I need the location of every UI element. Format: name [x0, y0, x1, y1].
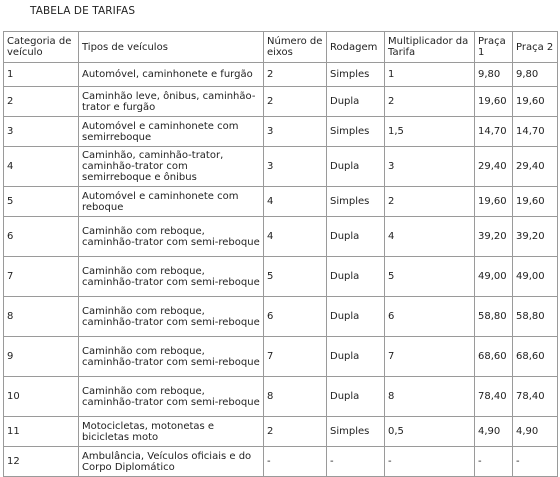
cell-plaza-2: 19,60: [513, 87, 558, 117]
cell-vehicle-types: Automóvel e caminhonete com reboque: [79, 187, 264, 217]
table-row: [4, 337, 558, 377]
cell-wheel-type: Dupla: [327, 297, 385, 337]
cell-plaza-1: 29,40: [475, 147, 513, 187]
cell-wheel-type: Simples: [327, 187, 385, 217]
cell-plaza-2: 68,60: [513, 337, 558, 377]
cell-tariff-multiplier: 1: [385, 63, 475, 87]
cell-category: 5: [4, 187, 79, 217]
cell-category: 8: [4, 297, 79, 337]
cell-category: 4: [4, 147, 79, 187]
table-header-row: [4, 32, 558, 63]
cell-vehicle-types: Caminhão, caminhão-trator, caminhão-trator com semirreboque e ônibus: [79, 147, 264, 187]
cell-tariff-multiplier: 7: [385, 337, 475, 377]
cell-wheel-type: Dupla: [327, 337, 385, 377]
cell-tariff-multiplier: 3: [385, 147, 475, 187]
cell-vehicle-types: Automóvel, caminhonete e furgão: [79, 63, 264, 87]
cell-tariff-multiplier: 6: [385, 297, 475, 337]
cell-plaza-1: 19,60: [475, 87, 513, 117]
cell-plaza-2: 19,60: [513, 187, 558, 217]
cell-vehicle-types: Caminhão com reboque, caminhão-trator com semi-reboque: [79, 217, 264, 257]
cell-category: 11: [4, 417, 79, 447]
cell-wheel-type: Simples: [327, 117, 385, 147]
cell-category: 10: [4, 377, 79, 417]
cell-category: 3: [4, 117, 79, 147]
cell-tariff-multiplier: 2: [385, 187, 475, 217]
cell-tariff-multiplier: 4: [385, 217, 475, 257]
cell-tariff-multiplier: 8: [385, 377, 475, 417]
cell-plaza-1: 58,80: [475, 297, 513, 337]
cell-plaza-1: 68,60: [475, 337, 513, 377]
cell-plaza-1: 9,80: [475, 63, 513, 87]
table-row: [4, 447, 558, 477]
cell-vehicle-types: Caminhão com reboque, caminhão-trator com semi-reboque: [79, 337, 264, 377]
table-row: [4, 117, 558, 147]
tariff-table: [3, 31, 558, 477]
header-category: Categoria de veículo: [4, 32, 79, 63]
cell-wheel-type: Dupla: [327, 147, 385, 187]
header-plaza-2: Praça 2: [513, 32, 558, 63]
cell-wheel-type: Simples: [327, 63, 385, 87]
cell-tariff-multiplier: 5: [385, 257, 475, 297]
cell-vehicle-types: Caminhão com reboque, caminhão-trator com semi-reboque: [79, 257, 264, 297]
cell-plaza-2: 39,20: [513, 217, 558, 257]
cell-category: 1: [4, 63, 79, 87]
cell-plaza-2: 58,80: [513, 297, 558, 337]
cell-plaza-1: 19,60: [475, 187, 513, 217]
cell-plaza-2: 14,70: [513, 117, 558, 147]
document-title: TABELA DE TARIFAS: [30, 5, 136, 17]
cell-vehicle-types: Automóvel e caminhonete com semirreboque: [79, 117, 264, 147]
cell-axle-count: -: [264, 447, 327, 477]
table-row: [4, 87, 558, 117]
header-tariff-multiplier: Multiplicador da Tarifa: [385, 32, 475, 63]
cell-plaza-1: 4,90: [475, 417, 513, 447]
cell-axle-count: 3: [264, 117, 327, 147]
cell-axle-count: 4: [264, 217, 327, 257]
table-row: [4, 147, 558, 187]
cell-axle-count: 2: [264, 417, 327, 447]
cell-plaza-1: 49,00: [475, 257, 513, 297]
table-row: [4, 417, 558, 447]
cell-wheel-type: Simples: [327, 417, 385, 447]
cell-axle-count: 2: [264, 63, 327, 87]
cell-category: 2: [4, 87, 79, 117]
cell-tariff-multiplier: 2: [385, 87, 475, 117]
cell-plaza-1: 39,20: [475, 217, 513, 257]
cell-vehicle-types: Ambulância, Veículos oficiais e do Corpo Diplomático: [79, 447, 264, 477]
cell-plaza-2: -: [513, 447, 558, 477]
cell-wheel-type: Dupla: [327, 377, 385, 417]
cell-vehicle-types: Caminhão com reboque, caminhão-trator com semi-reboque: [79, 297, 264, 337]
header-plaza-1: Praça 1: [475, 32, 513, 63]
cell-category: 12: [4, 447, 79, 477]
cell-category: 7: [4, 257, 79, 297]
cell-axle-count: 8: [264, 377, 327, 417]
cell-category: 9: [4, 337, 79, 377]
cell-plaza-2: 78,40: [513, 377, 558, 417]
table-row: [4, 297, 558, 337]
table-row: [4, 377, 558, 417]
cell-tariff-multiplier: -: [385, 447, 475, 477]
cell-category: 6: [4, 217, 79, 257]
cell-plaza-1: 78,40: [475, 377, 513, 417]
cell-wheel-type: Dupla: [327, 217, 385, 257]
cell-plaza-2: 49,00: [513, 257, 558, 297]
cell-vehicle-types: Motocicletas, motonetas e bicicletas moto: [79, 417, 264, 447]
cell-wheel-type: -: [327, 447, 385, 477]
table-row: [4, 63, 558, 87]
table-row: [4, 257, 558, 297]
table-row: [4, 187, 558, 217]
header-vehicle-types: Tipos de veículos: [79, 32, 264, 63]
cell-axle-count: 6: [264, 297, 327, 337]
cell-plaza-1: -: [475, 447, 513, 477]
cell-wheel-type: Dupla: [327, 257, 385, 297]
cell-plaza-1: 14,70: [475, 117, 513, 147]
header-wheel-type: Rodagem: [327, 32, 385, 63]
table-row: [4, 217, 558, 257]
cell-tariff-multiplier: 1,5: [385, 117, 475, 147]
header-axle-count: Número de eixos: [264, 32, 327, 63]
cell-axle-count: 2: [264, 87, 327, 117]
cell-axle-count: 7: [264, 337, 327, 377]
cell-plaza-2: 29,40: [513, 147, 558, 187]
cell-vehicle-types: Caminhão com reboque, caminhão-trator com semi-reboque: [79, 377, 264, 417]
cell-vehicle-types: Caminhão leve, ônibus, caminhão-trator e furgão: [79, 87, 264, 117]
cell-plaza-2: 4,90: [513, 417, 558, 447]
cell-axle-count: 3: [264, 147, 327, 187]
cell-wheel-type: Dupla: [327, 87, 385, 117]
cell-plaza-2: 9,80: [513, 63, 558, 87]
cell-tariff-multiplier: 0,5: [385, 417, 475, 447]
cell-axle-count: 5: [264, 257, 327, 297]
cell-axle-count: 4: [264, 187, 327, 217]
